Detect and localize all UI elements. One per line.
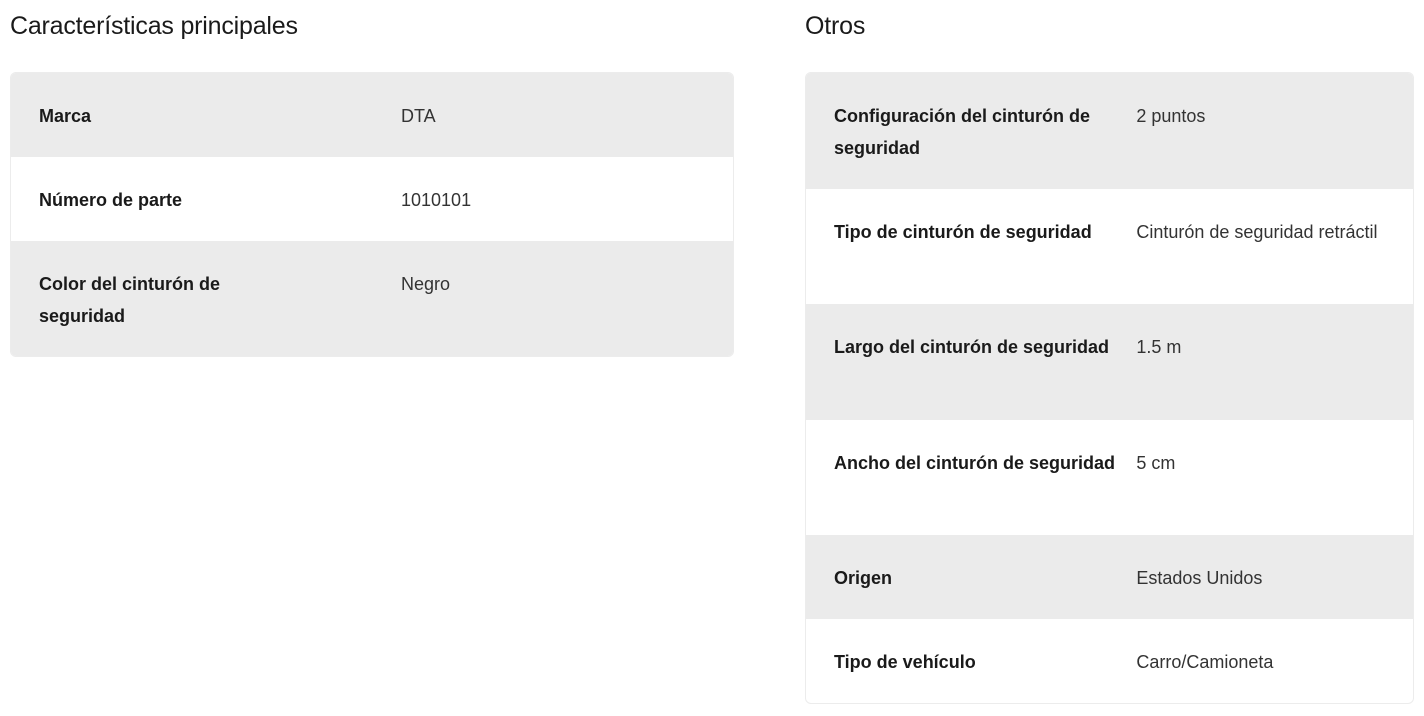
spec-value: Estados Unidos — [1136, 568, 1263, 588]
main-features-section — [10, 0, 734, 357]
spec-label: Configuración del cinturón de seguridad — [834, 106, 1090, 158]
spec-value: 2 puntos — [1136, 106, 1206, 126]
main-features-title: Características principales — [10, 12, 298, 40]
spec-value: Negro — [401, 274, 451, 294]
spec-label: Tipo de cinturón de seguridad — [834, 222, 1092, 242]
spec-label: Largo del cinturón de seguridad — [834, 337, 1110, 357]
spec-value: Cinturón de seguridad retráctil — [1136, 222, 1378, 242]
spec-value: DTA — [401, 106, 436, 126]
spec-row-belt-configuration — [806, 73, 1413, 189]
spec-row-belt-length — [806, 304, 1413, 420]
spec-row-vehicle-type — [806, 619, 1413, 703]
spec-label: Color del cinturón de seguridad — [39, 274, 221, 326]
spec-label: Tipo de vehículo — [834, 652, 976, 672]
spec-row-origin — [806, 535, 1413, 619]
spec-label: Origen — [834, 568, 893, 588]
spec-value: 1.5 m — [1136, 337, 1182, 357]
spec-value: 1010101 — [401, 190, 472, 210]
spec-value: 5 cm — [1136, 453, 1176, 473]
spec-label: Número de parte — [39, 190, 183, 210]
spec-row-belt-type — [806, 189, 1413, 304]
spec-row-belt-width — [806, 420, 1413, 535]
spec-label: Marca — [39, 106, 92, 126]
spec-row-part-number — [11, 157, 733, 241]
others-title: Otros — [805, 12, 866, 40]
others-table — [805, 72, 1414, 704]
others-section — [805, 0, 1414, 704]
spec-row-belt-color — [11, 241, 733, 356]
spec-value: Carro/Camioneta — [1136, 652, 1274, 672]
main-features-table — [10, 72, 734, 357]
spec-label: Ancho del cinturón de seguridad — [834, 453, 1116, 473]
spec-row-brand — [11, 73, 733, 157]
